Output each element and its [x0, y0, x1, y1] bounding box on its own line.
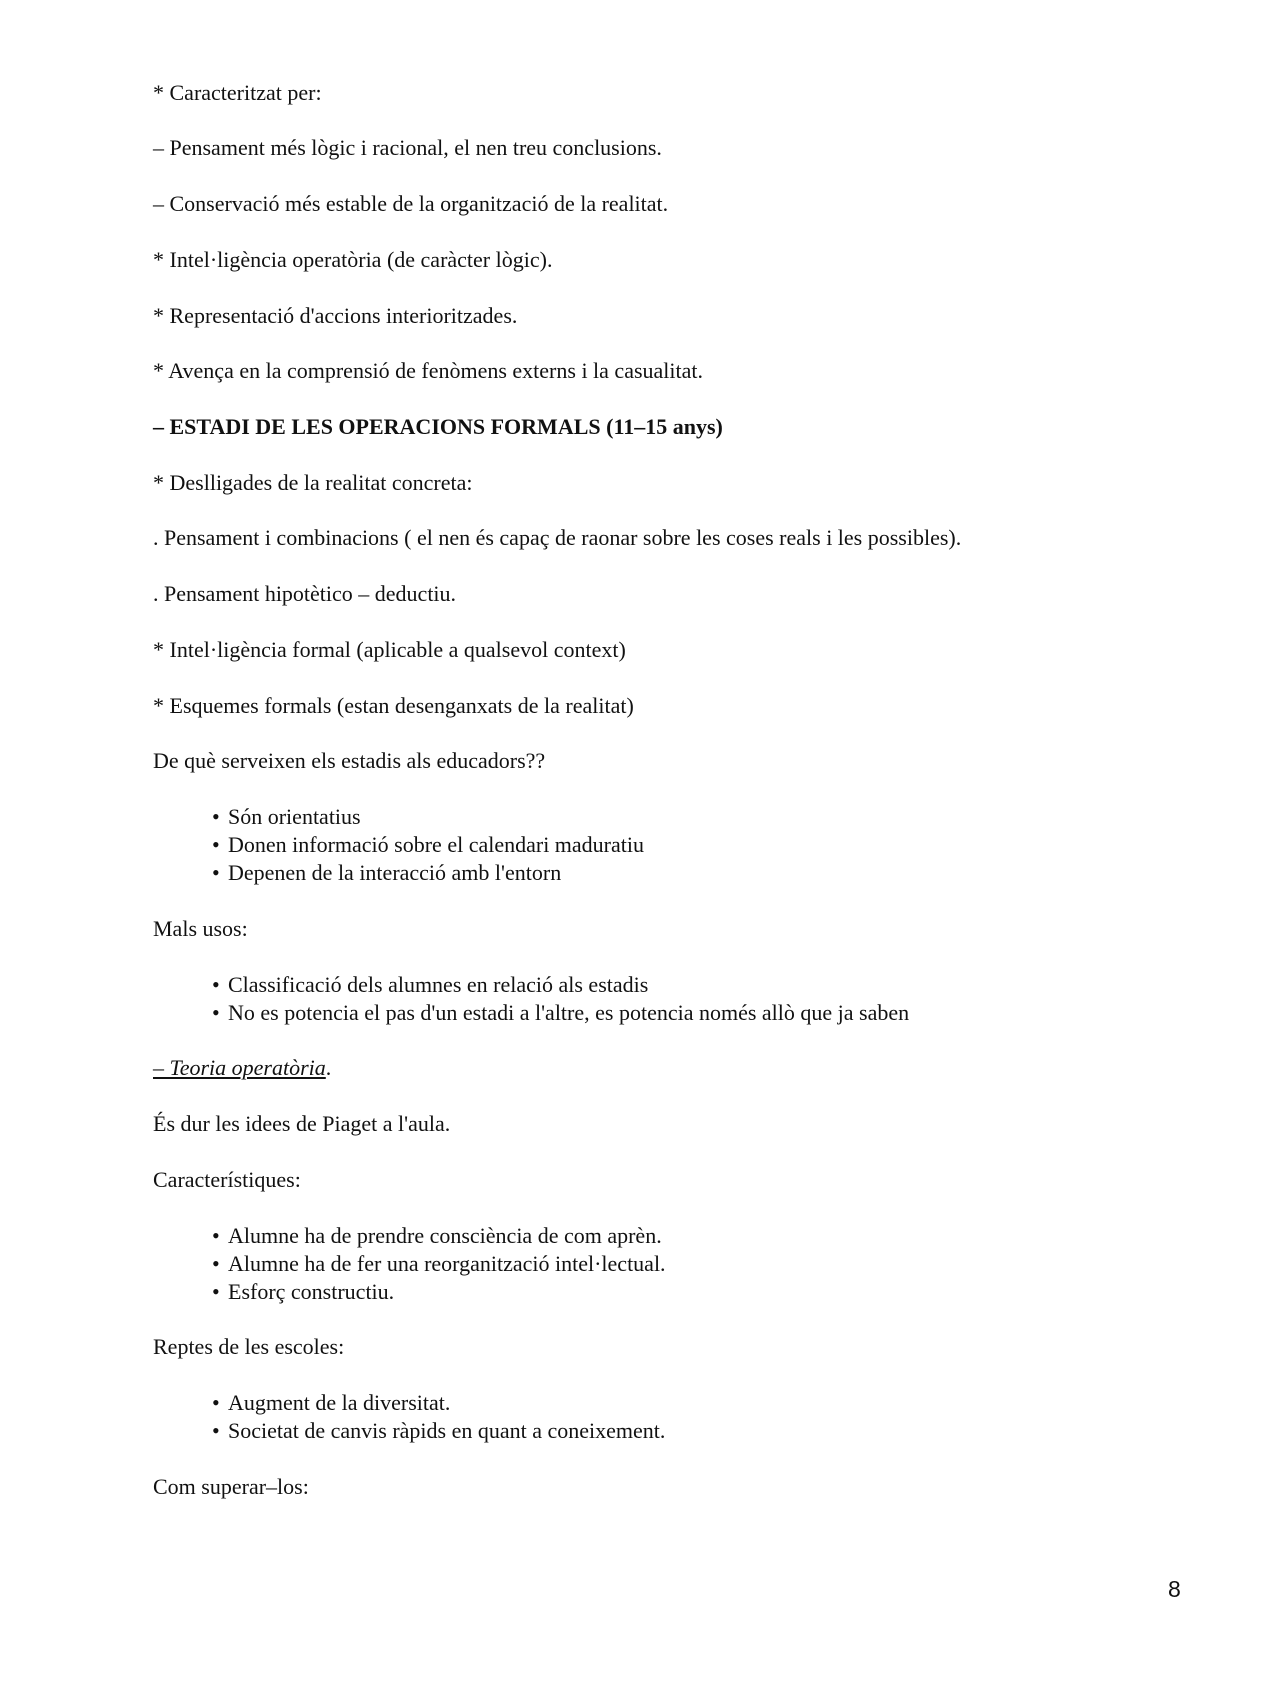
line-esquemes-formals: * Esquemes formals (estan desenganxats de la realitat) — [153, 693, 634, 718]
list-item: • Depenen de la interacció amb l'entorn — [212, 860, 562, 885]
line-reptes: Reptes de les escoles: — [153, 1334, 345, 1359]
list-item: • Són orientatius — [212, 804, 361, 829]
line-es-dur: És dur les idees de Piaget a l'aula. — [153, 1111, 451, 1136]
list-item: • Donen informació sobre el calendari maduratiu — [212, 832, 645, 857]
line-pensament-hipotetico: . Pensament hipotètico – deductiu. — [153, 581, 457, 606]
list-item: • Alumne ha de fer una reorganització intel·lectual. — [212, 1251, 666, 1276]
line-representacio: * Representació d'accions interioritzades. — [153, 303, 518, 328]
list-item: • Classificació dels alumnes en relació als estadis — [212, 972, 649, 997]
line-de-que-serveixen: De què serveixen els estadis als educadors?? — [153, 748, 546, 773]
line-intelligencia-operatoria: * Intel·ligència operatòria (de caràcter lògic). — [153, 247, 553, 272]
subheading-teoria-operatoria: – Teoria operatòria. — [153, 1055, 332, 1080]
line-caracteristiques: Característiques: — [153, 1167, 301, 1192]
bullet-icon: • — [212, 1390, 220, 1415]
list-item: • Augment de la diversitat. — [212, 1390, 451, 1415]
list-item: • No es potencia el pas d'un estadi a l'altre, es potencia només allò que ja saben — [212, 1000, 910, 1025]
list-item: • Esforç constructiu. — [212, 1279, 395, 1304]
line-mals-usos: Mals usos: — [153, 916, 248, 941]
bullet-icon: • — [212, 1000, 220, 1025]
teoria-operatoria-title: – Teoria operatòria — [153, 1055, 326, 1080]
section-heading-operacions-formals: – ESTADI DE LES OPERACIONS FORMALS (11–15 anys) — [153, 414, 723, 439]
line-pensament-logic: – Pensament més lògic i racional, el nen treu conclusions. — [153, 135, 662, 160]
bullet-icon: • — [212, 1279, 220, 1304]
line-com-superar: Com superar–los: — [153, 1474, 309, 1499]
bullet-icon: • — [212, 860, 220, 885]
bullet-icon: • — [212, 1223, 220, 1248]
bullet-icon: • — [212, 972, 220, 997]
line-deslligades: * Deslligades de la realitat concreta: — [153, 470, 473, 495]
bullet-icon: • — [212, 804, 220, 829]
line-conservacio: – Conservació més estable de la organització de la realitat. — [153, 191, 669, 216]
list-item: • Alumne ha de prendre consciència de com aprèn. — [212, 1223, 662, 1248]
bullet-icon: • — [212, 832, 220, 857]
line-avenca: * Avença en la comprensió de fenòmens externs i la casualitat. — [153, 358, 703, 383]
line-pensament-combinacions: . Pensament i combinacions ( el nen és capaç de raonar sobre les coses reals i les possibles). — [153, 525, 962, 550]
bullet-icon: • — [212, 1418, 220, 1443]
line-caracteritzat: * Caracteritzat per: — [153, 80, 322, 105]
bullet-icon: • — [212, 1251, 220, 1276]
line-intelligencia-formal: * Intel·ligència formal (aplicable a qualsevol context) — [153, 637, 626, 662]
page-number: 8 — [1168, 1576, 1181, 1602]
list-item: • Societat de canvis ràpids en quant a coneixement. — [212, 1418, 666, 1443]
